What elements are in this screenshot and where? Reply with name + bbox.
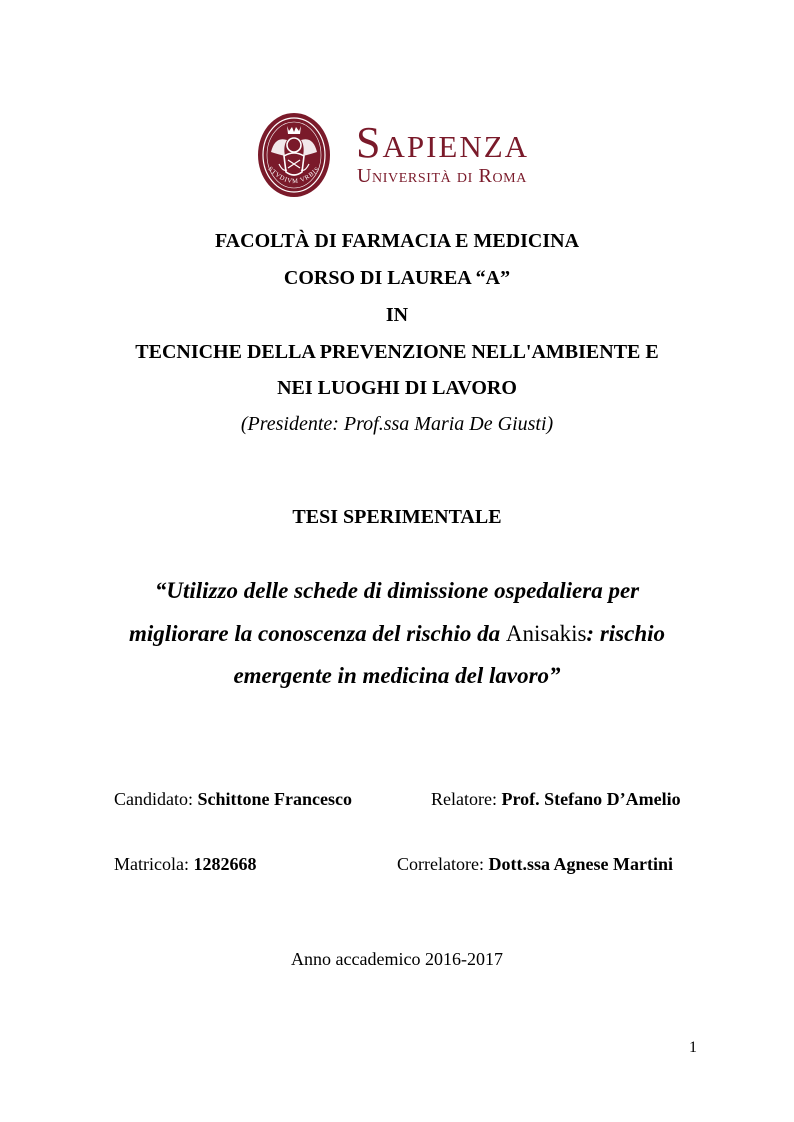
program-heading-line1: TECNICHE DELLA PREVENZIONE NELL'AMBIENTE E <box>135 341 659 363</box>
logo-name: Sapienza <box>356 118 530 167</box>
emblem-motto: STVDIVM VRBIS <box>266 165 322 186</box>
matricola-value: 1282668 <box>193 854 257 874</box>
thesis-title-line2-part1: migliorare la conoscenza del rischio da <box>128 621 506 646</box>
candidate-name: Schittone Francesco <box>197 789 352 809</box>
academic-year: Anno accademico 2016-2017 <box>291 949 503 969</box>
matricola-row <box>114 853 256 875</box>
supervisor-name: Prof. Stefano D’Amelio <box>501 789 681 809</box>
page-number: 1 <box>689 1039 697 1056</box>
thesis-title-line1: “Utilizzo delle schede di dimissione ospedaliera per <box>154 578 640 603</box>
thesis-type: TESI SPERIMENTALE <box>292 506 502 528</box>
thesis-title-line2 <box>0 620 794 648</box>
supervisor-label: Relatore: <box>431 789 502 809</box>
cosupervisor-label: Correlatore: <box>397 854 489 874</box>
cosupervisor-row <box>397 853 673 875</box>
cosupervisor-name: Dott.ssa Agnese Martini <box>488 854 673 874</box>
candidate-label: Candidato: <box>114 789 198 809</box>
thesis-title-species: Anisakis <box>505 621 587 646</box>
thesis-title-line3: emergente in medicina del lavoro” <box>233 663 561 688</box>
president-line: (Presidente: Prof.ssa Maria De Giusti) <box>240 413 554 435</box>
candidate-row <box>114 788 352 810</box>
logo-subtitle: Università di Roma <box>357 165 527 187</box>
supervisor-row <box>431 788 681 810</box>
sapienza-emblem-icon <box>257 112 331 198</box>
course-heading: CORSO DI LAUREA “A” <box>283 267 511 289</box>
matricola-label: Matricola: <box>114 854 194 874</box>
thesis-title-line2-part3: : rischio <box>586 621 666 646</box>
in-heading: IN <box>385 304 409 326</box>
program-heading-line2: NEI LUOGHI DI LAVORO <box>277 377 517 399</box>
faculty-heading: FACOLTÀ DI FARMACIA E MEDICINA <box>214 230 580 252</box>
